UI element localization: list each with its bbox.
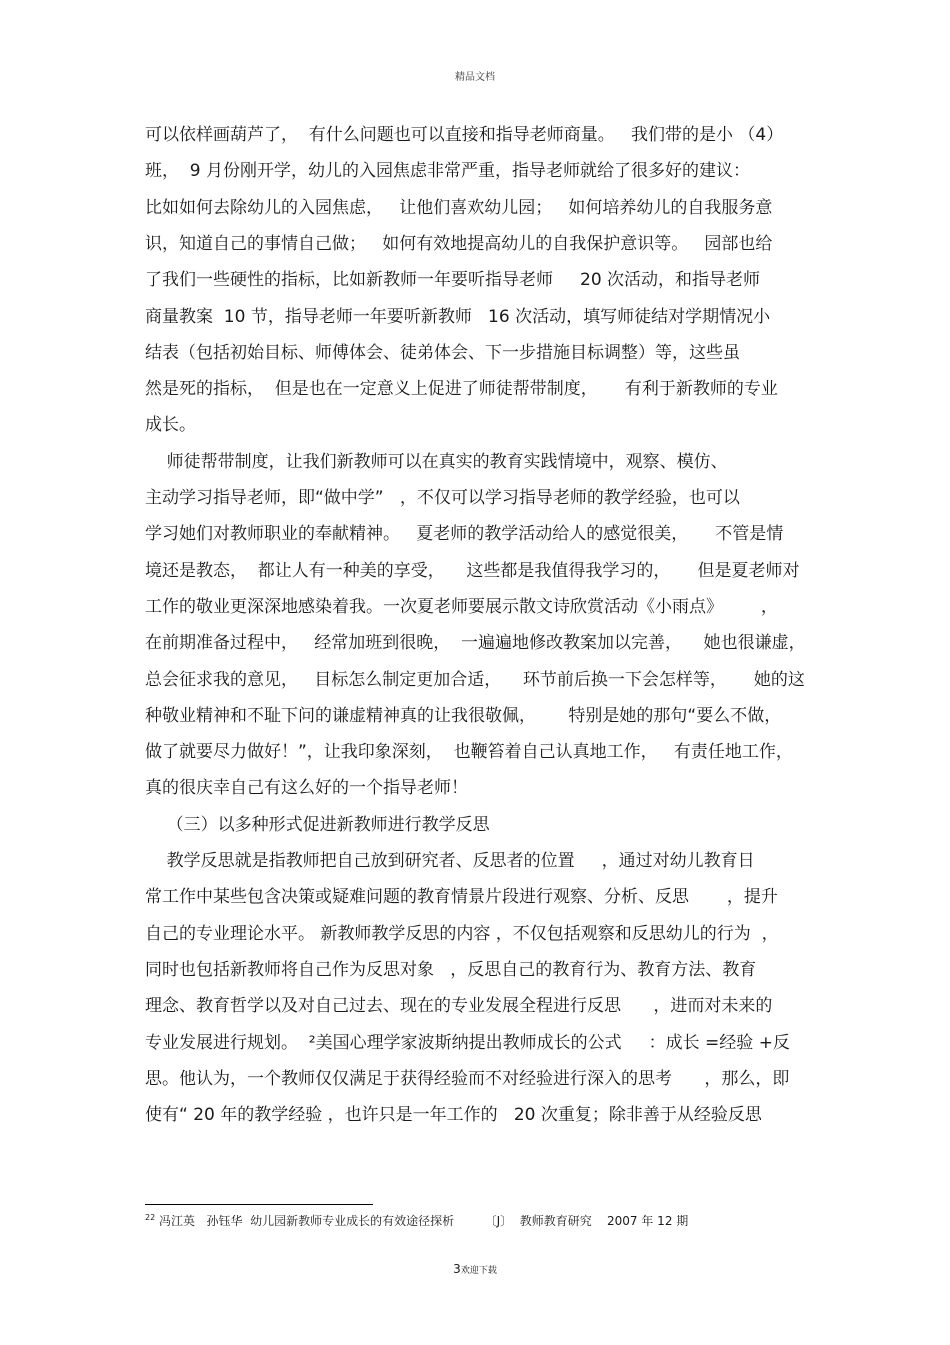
text-line: 工作的敬业更深深地感染着我。一次夏老师要展示散文诗欣赏活动《小雨点》 ， [145,596,778,617]
footnote-marker: 22 [145,1213,156,1222]
text-line: 思。他认为，一个教师仅仅满足于获得经验而不对经验进行深入的思考 ，那么，即 [145,1068,790,1089]
footnote-text: 冯江英 孙钰华 幼儿园新教师专业成长的有效途径探析 〔J〕 教师教育研究 2007 年 12 期 [155,1214,689,1228]
text-line: 主动学习指导老师，即“做中学” ，不仅可以学习指导老师的教学经验，也可以 [145,488,740,508]
text-line: 商量教案 10 节，指导老师一年要听新教师 16 次活动，填写师徒结对学期情况小 [145,306,771,327]
text-line: 在前期准备过程中， 经常加班到很晚， 一遍遍地修改教案加以完善， 她也很谦虚， [145,633,806,654]
text-line: （三）以多种形式促进新教师进行教学反思 [145,814,490,835]
text-line: 真的很庆幸自己有这么好的一个指导老师！ [145,778,468,799]
page-number: 3 [453,1262,461,1276]
text-line: 成长。 [145,415,196,436]
footer-text: 欢迎下载 [460,1266,497,1276]
text-line: 理念、教育哲学以及对自己过去、现在的专业发展全程进行反思 ，进而对未来的 [145,996,773,1017]
text-line: 使有“ 20 年的教学经验 ，也许只是一年工作的 20 次重复；除非善于从经验反思 [145,1105,762,1126]
text-line: 教学反思就是指教师把自己放到研究者、反思者的位置 ，通过对幼儿教育日 [145,851,755,871]
footnote-divider [145,1204,373,1205]
text-line: 自己的专业理论水平。 新教师教学反思的内容 ，不仅包括观察和反思幼儿的行为 ， [145,923,779,944]
text-line: 做了就要尽力做好！”，让我印象深刻， 也鞭笞着自己认真地工作， 有责任地工作， [145,742,793,763]
text-line: 然是死的指标， 但是也在一定意义上促进了师徒帮带制度， 有利于新教师的专业 [145,379,778,400]
text-line: 识，知道自己的事情自己做； 如何有效地提高幼儿的自我保护意识等。 园部也给 [145,233,773,254]
text-line: 了我们一些硬性的指标，比如新教师一年要听指导老师 20 次活动，和指导老师 [145,270,761,291]
text-line: 可以依样画葫芦了， 有什么问题也可以直接和指导老师商量。 我们带的是小 （4） [145,125,784,145]
text-line: 种敬业精神和不耻下问的谦虚精神真的让我很敬佩， 特别是她的那句“要么不做， [145,705,782,726]
footnote [145,1212,810,1229]
text-line: 境还是教态， 都让人有一种美的享受， 这些都是我值得我学习的， 但是夏老师对 [145,560,800,581]
page-header: 精品文档 [455,72,495,83]
text-line: 比如如何去除幼儿的入园焦虑， 让他们喜欢幼儿园； 如何培养幼儿的自我服务意 [145,197,773,218]
text-line: 结表（包括初始目标、师傅体会、徒弟体会、下一步措施目标调整）等，这些虽 [145,342,740,363]
page-footer [0,1262,950,1276]
text-line: 同时也包括新教师将自己作为反思对象 ，反思自己的教育行为、教育方法、教育 [145,959,757,980]
text-line: 专业发展进行规划。 ²美国心理学家波斯纳提出教师成长的公式 ：成长 =经验 +反 [145,1032,790,1053]
text-line: 师徒帮带制度，让我们新教师可以在真实的教育实践情境中，观察、模仿、 [145,451,728,472]
text-line: 班， 9 月份刚开学，幼儿的入园焦虑非常严重，指导老师就给了很多好的建议： [145,161,751,182]
text-line: 总会征求我的意见， 目标怎么制定更加合适， 环节前后换一下会怎样等， 她的这 [145,669,805,690]
text-line: 学习她们对教师职业的奉献精神。 夏老师的教学活动给人的感觉很美， 不管是情 [145,524,784,545]
text-line: 常工作中某些包含决策或疑难问题的教育情景片段进行观察、分析、反思 ，提升 [145,887,778,908]
